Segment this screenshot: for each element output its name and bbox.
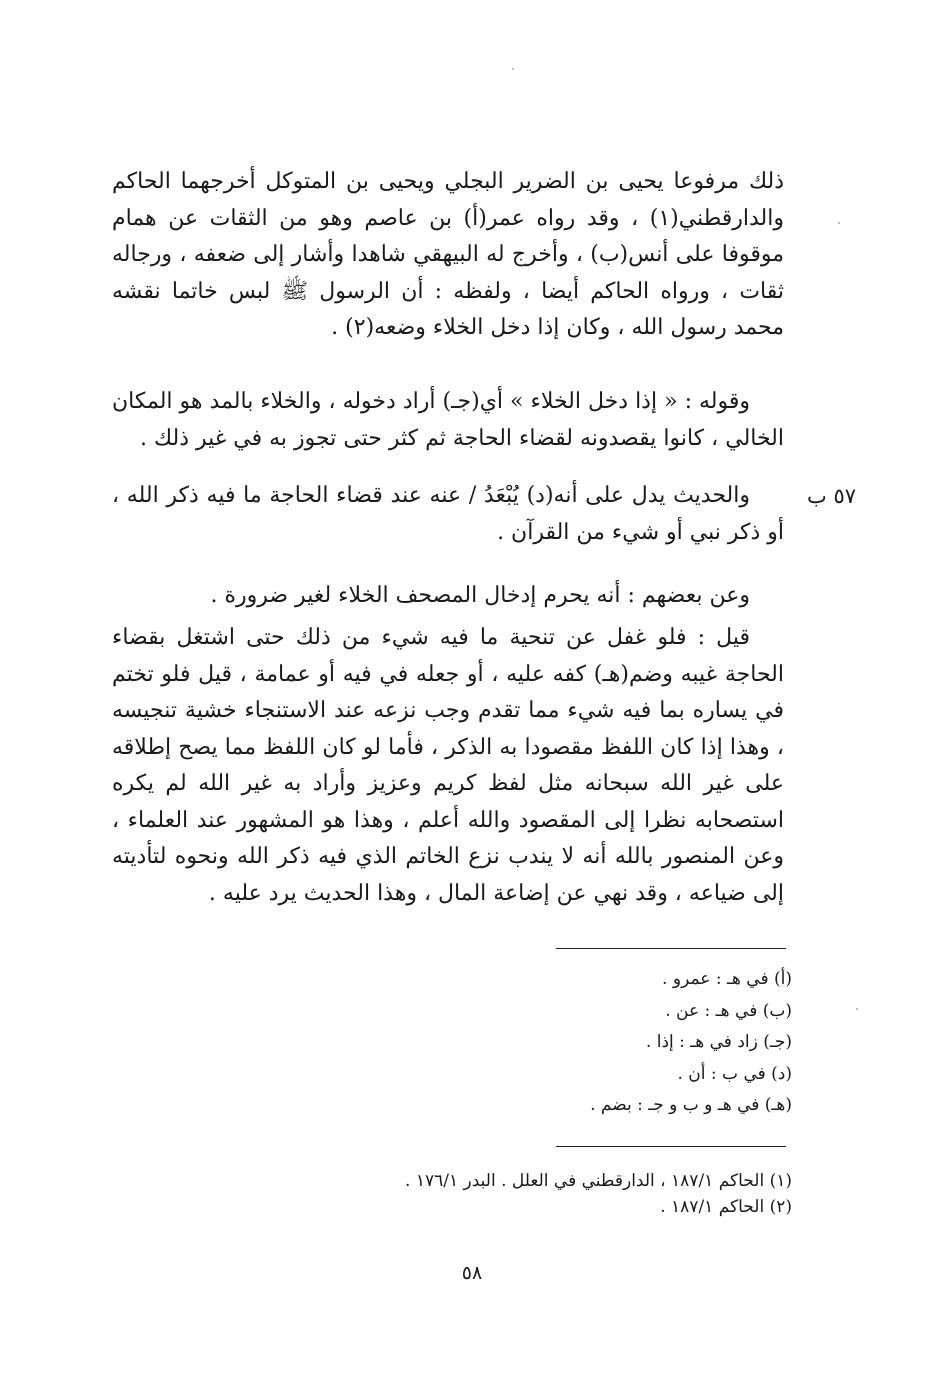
paragraph-entering-khala <box>112 384 784 457</box>
reference-footnote: (٢) الحاكم ١٨٧/١ . <box>660 1197 792 1217</box>
paragraph-text: قيل : فلو غفل عن تنحية ما فيه شيء من ذلك حتى اشتغل بقضاء الحاجة غيبه وضم(هـ) كفه عليه ، أو جعله في فيه أو عمامة ، قيل فلو تختم في يساره بما فيه شيء مما تقدم وجب نزعه عند الاستنجاء خشية تنجيسه ، وهذا إذا كان اللفظ مقصودا به الذكر ، فأما لو كان اللفظ مما يصح إطلاقه على غير الله سبحانه مثل لفظ كريم وعزيز وأراد به غير الله لم يكره استصحابه نظرا إلى المقصود والله أعلم ، وهذا هو المشهور عند العلماء ، وعن المنصور بالله أنه لا يندب نزع الخاتم الذي فيه ذكر الله ونحوه لتأديته إلى ضياعه ، وقد نهي عن إضاعة المال ، وهذا الحديث يرد عليه . <box>112 625 784 906</box>
reference-footnotes <box>152 1168 792 1220</box>
paragraph-text: والحديث يدل على أنه(د) يُبْعَدُ / عنه عند قضاء الحاجة ما فيه ذكر الله ، أو ذكر نبي أو شيء من القرآن . <box>112 483 784 545</box>
variant-footnote: (جـ) زاد في هـ : إذا . <box>645 1032 792 1052</box>
scan-speck <box>512 68 514 70</box>
variant-footnote: (هـ) في هـ و ب و جـ : بضم . <box>590 1095 792 1115</box>
page-number: ٥٨ <box>461 1262 483 1284</box>
variant-footnote: (د) في ب : أن . <box>677 1063 792 1084</box>
paragraph-mushaf-ruling <box>112 578 784 615</box>
footnote-divider-variants <box>556 948 786 949</box>
paragraph-text: وعن بعضهم : أنه يحرم إدخال المصحف الخلاء لغير ضرورة . <box>210 583 750 608</box>
scan-speck <box>838 222 840 224</box>
footnote-divider-references <box>556 1146 786 1147</box>
variant-footnote: (أ) في هـ : عمرو . <box>662 969 792 989</box>
scan-speck <box>856 1008 858 1010</box>
paragraph-hadith-indication <box>112 478 784 551</box>
paragraph-hadith-narration <box>112 164 784 347</box>
reference-footnote: (١) الحاكم ١٨٧/١ ، الدارقطني في العلل . البدر ١٧٦/١ . <box>405 1171 792 1191</box>
paragraph-ring-ruling <box>112 620 784 912</box>
paragraph-text: وقوله : « إذا دخل الخلاء » أي(جـ) أراد دخوله ، والخلاء بالمد هو المكان الخالي ، كانوا يقصدونه لقضاء الحاجة ثم كثر حتى تجوز به في غير ذلك . <box>112 389 784 451</box>
paragraph-text: ذلك مرفوعا يحيى بن الضرير البجلي ويحيى بن المتوكل أخرجهما الحاكم والدارقطني(١) ، وقد رواه عمر(أ) بن عاصم وهو من الثقات عن همام موقوفا على أنس(ب) ، وأخرج له البيهقي شاهدا وأشار إلى ضعفه ، ورجاله ثقات ، ورواه الحاكم أيضا ، ولفظه : أن الرسول ﷺ لبس خاتما نقشه محمد رسول الله ، وكان إذا دخل الخلاء وضعه(٢) . <box>112 169 784 340</box>
margin-folio-note: ٥٧ ب <box>806 484 856 508</box>
variant-footnote: (ب) في هـ : عن . <box>665 1000 792 1021</box>
variant-footnotes <box>152 964 792 1122</box>
